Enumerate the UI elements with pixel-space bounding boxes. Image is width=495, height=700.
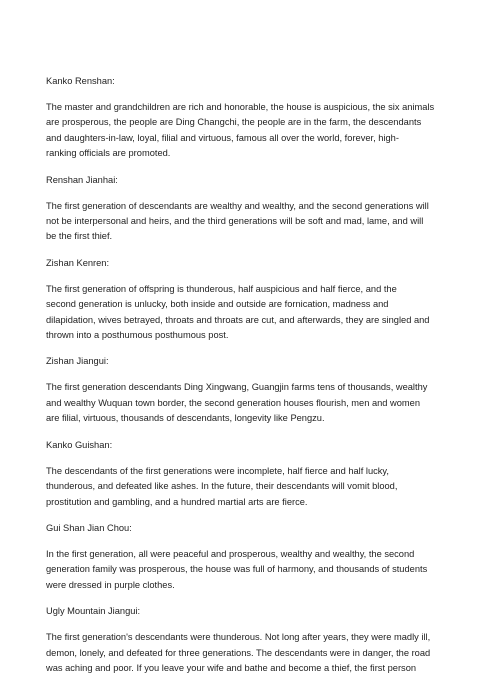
section-kanko-renshan <box>46 74 454 162</box>
section-title: Zishan Jiangui: <box>46 356 109 367</box>
section-title: Zishan Kenren: <box>46 257 110 268</box>
section-zishan-jiangui <box>46 354 454 426</box>
section-title: Gui Shan Jian Chou: <box>46 522 132 533</box>
section-gui-shan-jian-chou <box>46 521 454 593</box>
section-title: Kanko Guishan: <box>46 439 113 450</box>
section-renshan-jianhai <box>46 173 454 245</box>
section-title: Ugly Mountain Jiangui: <box>46 606 141 617</box>
section-body: The first generation's descendants were thunderous. Not long after years, they were madly ill, demon, lonely, and defeated for three generations. The descendants were in danger, the road was aching and poor. If you leave your wife and bathe and become a thief, the first person <box>46 632 431 673</box>
section-body: The first generation of offspring is thunderous, half auspicious and half fierce, and the second generation is unlucky, both inside and outside are fornication, madness and dilapidation, wives betrayed, throats and throats are cut, and afterwards, they are singled and thrown into a posthumous posthumous post. <box>46 283 430 341</box>
section-title: Renshan Jianhai: <box>46 174 118 185</box>
section-body: The first generation descendants Ding Xingwang, Guangjin farms tens of thousands, wealthy and wealthy Wuquan town border, the second generation houses flourish, men and women are filial, virtuous, thousands of descendants, longevity like Pengzu. <box>46 382 428 424</box>
section-title: Kanko Renshan: <box>46 76 115 86</box>
section-zishan-kenren <box>46 256 454 344</box>
document-content <box>46 74 454 687</box>
section-body: The first generation of descendants are wealthy and wealthy, and the second generations will not be interpersonal and heirs, and the third generations will be soft and mad, lame, and will be the first thief. <box>46 200 429 242</box>
section-ugly-mountain-jiangui <box>46 604 454 676</box>
section-kanko-guishan <box>46 438 454 510</box>
section-body: In the first generation, all were peaceful and prosperous, wealthy and wealthy, the second generation family was prosperous, the house was full of harmony, and thousands of students were dressed in purple clothes. <box>46 548 428 590</box>
section-body: The master and grandchildren are rich and honorable, the house is auspicious, the six animals are prosperous, the people are Ding Changchi, the people are in the farm, the descendants and daughters-in-law, loyal, filial and virtuous, famous all over the world, forever, high- ranking officials are promoted. <box>46 102 435 159</box>
section-body: The descendants of the first generations were incomplete, half fierce and half lucky, thunderous, and defeated like ashes. In the future, their descendants will vomit blood, prostitution and gambling, and a hundred martial arts are fierce. <box>46 465 398 507</box>
